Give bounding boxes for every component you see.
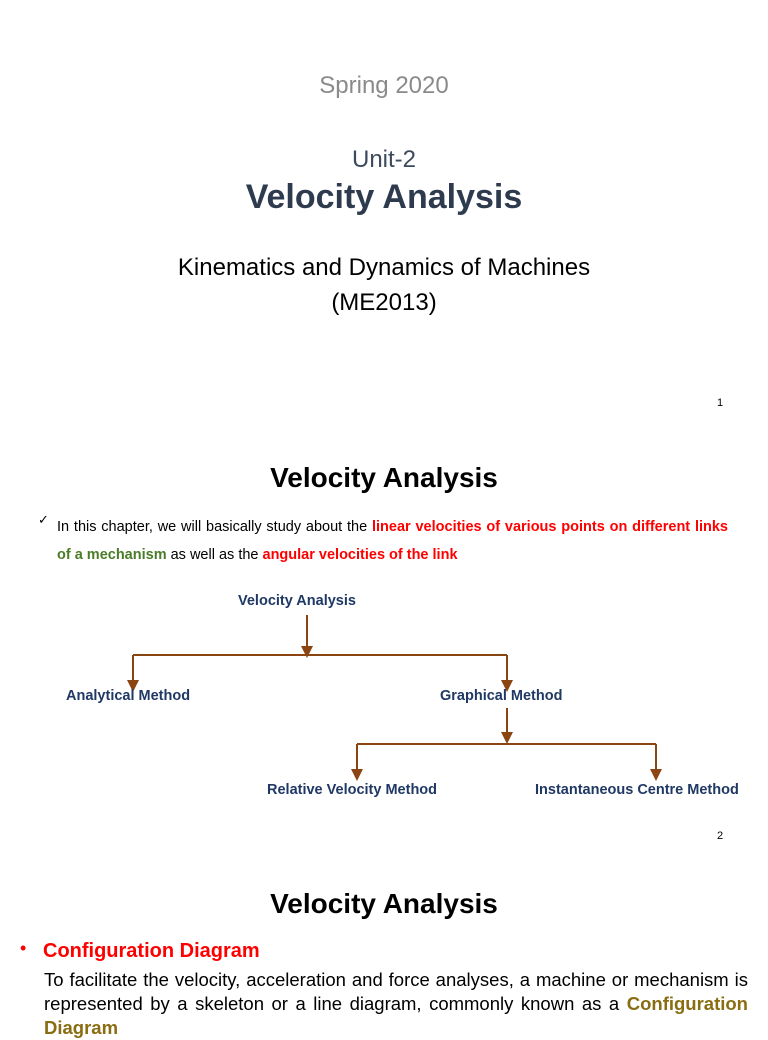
- slide2-title: Velocity Analysis: [270, 462, 498, 493]
- slide3-body: [44, 968, 748, 1040]
- slide1-unit: Unit-2: [351, 146, 417, 173]
- tree-node-relative-velocity-method: Relative Velocity Method: [267, 782, 438, 798]
- body-term: Configuration Diagram: [44, 993, 748, 1038]
- slide1-title: Velocity Analysis: [245, 178, 523, 216]
- intro-text-2: as well as the: [166, 547, 263, 563]
- slide1-course: [0, 250, 768, 320]
- checkmark-icon: ✓: [38, 512, 49, 527]
- tree-node-velocity-analysis: Velocity Analysis: [238, 593, 356, 609]
- slide1-page-number: 1: [717, 397, 724, 409]
- intro-text-1: In this chapter, we will basically study about the: [57, 519, 372, 535]
- intro-highlight-angular: angular velocities of the link: [262, 547, 458, 563]
- tree-node-graphical-method: Graphical Method: [440, 688, 563, 704]
- slide3-bullet-heading: Configuration Diagram: [43, 940, 260, 962]
- intro-highlight-linear: linear velocities of various points on different links: [371, 519, 728, 535]
- tree-node-instantaneous-centre-method: Instantaneous Centre Method: [535, 782, 739, 798]
- slide2-intro: [57, 513, 728, 569]
- body-text: To facilitate the velocity, acceleration and force analyses, a machine or mechanism is represented by a skeleton or a line diagram, commonly known as a: [44, 969, 748, 1014]
- tree-node-analytical-method: Analytical Method: [66, 688, 191, 704]
- course-name: Kinematics and Dynamics of Machines: [177, 254, 591, 281]
- course-code: (ME2013): [331, 289, 437, 316]
- slide1-term: Spring 2020: [319, 72, 449, 99]
- intro-highlight-mechanism: of a mechanism: [57, 547, 167, 563]
- slide3-title: Velocity Analysis: [270, 888, 498, 919]
- slide2-page-number: 2: [717, 830, 724, 842]
- bullet-icon: •: [20, 938, 27, 958]
